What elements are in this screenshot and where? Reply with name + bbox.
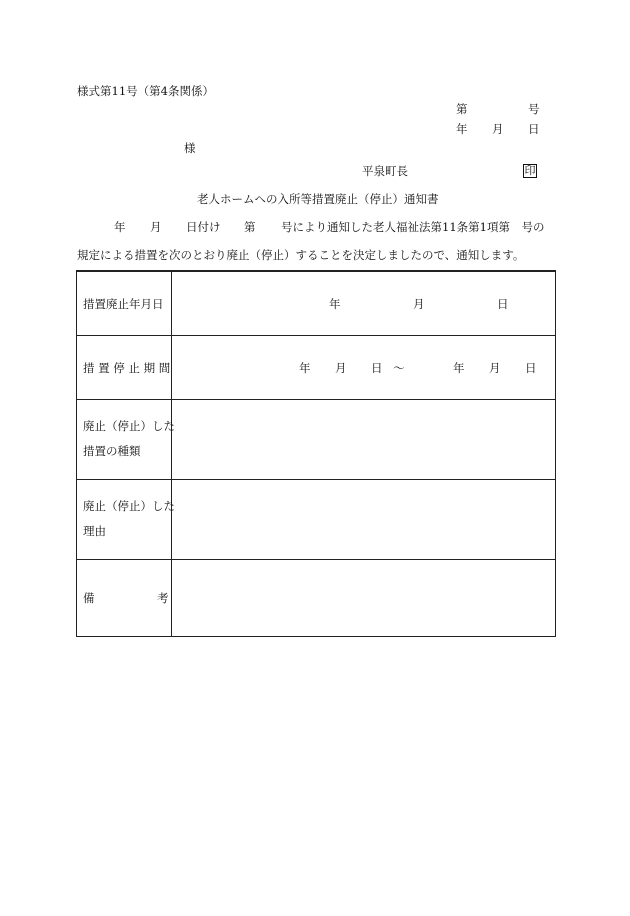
suspend-end-year: 年	[453, 361, 465, 375]
doc-number-dai: 第	[456, 102, 468, 116]
body-date-ref: 日付け	[186, 220, 221, 234]
seal-mark: 印	[524, 164, 536, 177]
abolition-year: 年	[329, 297, 341, 311]
label-suspension-period: 措 置 停 止 期 間	[83, 361, 171, 375]
body-year: 年	[114, 220, 126, 234]
suspend-start-year: 年	[299, 361, 311, 375]
body-month: 月	[150, 220, 162, 234]
label-measure-type-line1: 廃止（停止）した	[83, 419, 175, 433]
date-year-label: 年	[456, 122, 468, 136]
form-number: 様式第11号（第4条関係）	[77, 84, 214, 98]
suspend-end-month: 月	[489, 361, 501, 375]
date-day-label: 日	[528, 122, 540, 136]
abolition-month: 月	[413, 297, 425, 311]
label-reason-line1: 廃止（停止）した	[83, 499, 175, 513]
body-line2: 規定による措置を次のとおり廃止（停止）することを決定しましたので、通知します。	[77, 248, 525, 262]
table-row-remarks	[77, 559, 555, 638]
suspend-start-month: 月	[335, 361, 347, 375]
date-month-label: 月	[492, 122, 504, 136]
document-title: 老人ホームへの入所等措置廃止（停止）通知書	[197, 192, 439, 206]
label-reason-line2: 理由	[83, 524, 106, 538]
doc-number-go: 号	[528, 102, 540, 116]
measure-table	[76, 270, 556, 637]
suspend-start-day: 日	[371, 361, 383, 375]
body-line1-rest: 号により通知した老人福祉法第11条第1項第 号の	[281, 220, 545, 234]
body-dai: 第	[244, 220, 256, 234]
addressee-sama: 様	[184, 141, 196, 155]
suspend-end-day: 日	[525, 361, 537, 375]
period-tilde: 〜	[393, 361, 405, 375]
table-row-abolition-date	[77, 271, 555, 336]
table-row-measure-type	[77, 399, 555, 480]
label-measure-type-line2: 措置の種類	[83, 444, 141, 458]
label-remarks-kou: 考	[157, 591, 169, 605]
issuer-name: 平泉町長	[362, 164, 408, 178]
table-row-suspension-period	[77, 335, 555, 400]
abolition-day: 日	[497, 297, 509, 311]
label-abolition-date: 措置廃止年月日	[83, 297, 164, 311]
table-row-reason	[77, 479, 555, 560]
label-remarks-bi: 備	[83, 591, 95, 605]
